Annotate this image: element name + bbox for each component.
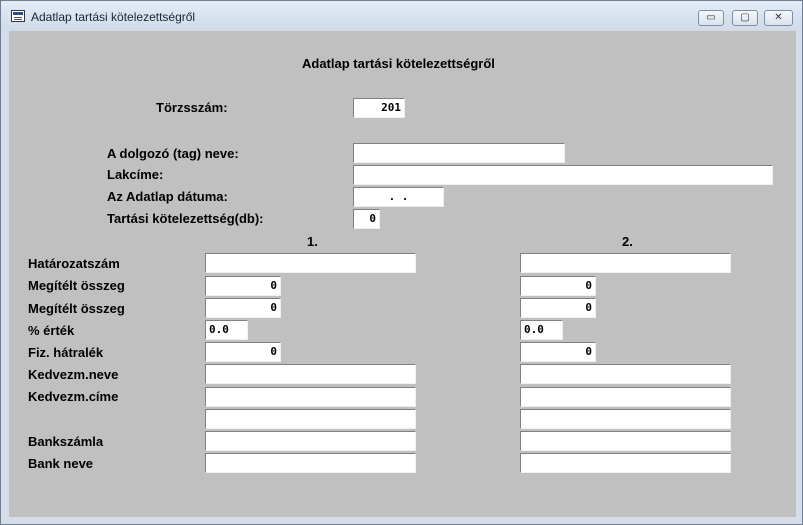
form-area [9, 31, 796, 517]
megitelt-osszeg-2-col2-field[interactable]: 0 [520, 298, 596, 318]
szazalek-ertek-col1-field[interactable]: 0.0 [205, 320, 248, 340]
maximize-icon: ▢ [740, 12, 750, 23]
fiz-hatralek-col2-field[interactable]: 0 [520, 342, 596, 362]
bank-neve-col2-field[interactable] [520, 453, 731, 473]
form-heading: Adatlap tartási kötelezettségről [302, 56, 495, 71]
megitelt-osszeg-label: Megítélt összeg [28, 278, 125, 293]
bank-neve-label: Bank neve [28, 456, 94, 471]
kedvezm-cime-col2-field[interactable] [520, 387, 731, 407]
megitelt-osszeg-2-label: Megítélt összeg [28, 301, 125, 316]
szazalek-ertek-col2-field[interactable]: 0.0 [520, 320, 563, 340]
kedvezm-cime-2-col1-field[interactable] [205, 409, 416, 429]
megitelt-osszeg-2-col1-field[interactable]: 0 [205, 298, 281, 318]
torzsszam-field[interactable]: 201 [353, 98, 405, 118]
close-icon: ✕ [774, 12, 783, 23]
bankszamla-label: Bankszámla [28, 434, 104, 449]
fiz-hatralek-label: Fiz. hátralék [28, 345, 104, 360]
col1-header: 1. [307, 234, 318, 249]
kedvezm-neve-col2-field[interactable] [520, 364, 731, 384]
minimize-icon: ▭ [706, 12, 716, 23]
window-title: Adatlap tartási kötelezettségről [31, 10, 196, 24]
dolgozo-neve-label: A dolgozó (tag) neve: [107, 146, 239, 161]
close-button[interactable] [764, 10, 793, 26]
hatarozatszam-col2-field[interactable] [520, 253, 731, 273]
col2-header: 2. [622, 234, 633, 249]
hatarozatszam-col1-field[interactable] [205, 253, 416, 273]
minimize-button[interactable] [698, 10, 724, 26]
app-icon[interactable] [11, 10, 25, 22]
title-bar[interactable] [1, 1, 802, 31]
kotelezettseg-db-label: Tartási kötelezettség(db): [107, 211, 264, 226]
adatlap-datuma-label: Az Adatlap dátuma: [107, 189, 228, 204]
kotelezettseg-db-field[interactable]: 0 [353, 209, 380, 229]
megitelt-osszeg-col1-field[interactable]: 0 [205, 276, 281, 296]
torzsszam-label: Törzsszám: [156, 100, 228, 115]
kedvezm-cime-col1-field[interactable] [205, 387, 416, 407]
megitelt-osszeg-col2-field[interactable]: 0 [520, 276, 596, 296]
kedvezm-cime-2-col2-field[interactable] [520, 409, 731, 429]
lakcime-field[interactable] [353, 165, 773, 185]
kedvezm-neve-col1-field[interactable] [205, 364, 416, 384]
dolgozo-neve-field[interactable] [353, 143, 565, 163]
bankszamla-col1-field[interactable] [205, 431, 416, 451]
hatarozatszam-label: Határozatszám [28, 256, 120, 271]
bankszamla-col2-field[interactable] [520, 431, 731, 451]
maximize-button[interactable] [732, 10, 758, 26]
kedvezm-cime-label: Kedvezm.címe [28, 389, 119, 404]
kedvezm-neve-label: Kedvezm.neve [28, 367, 119, 382]
fiz-hatralek-col1-field[interactable]: 0 [205, 342, 281, 362]
szazalek-ertek-label: % érték [28, 323, 75, 338]
lakcime-label: Lakcíme: [107, 167, 164, 182]
bank-neve-col1-field[interactable] [205, 453, 416, 473]
adatlap-datuma-field[interactable]: . . [353, 187, 444, 207]
